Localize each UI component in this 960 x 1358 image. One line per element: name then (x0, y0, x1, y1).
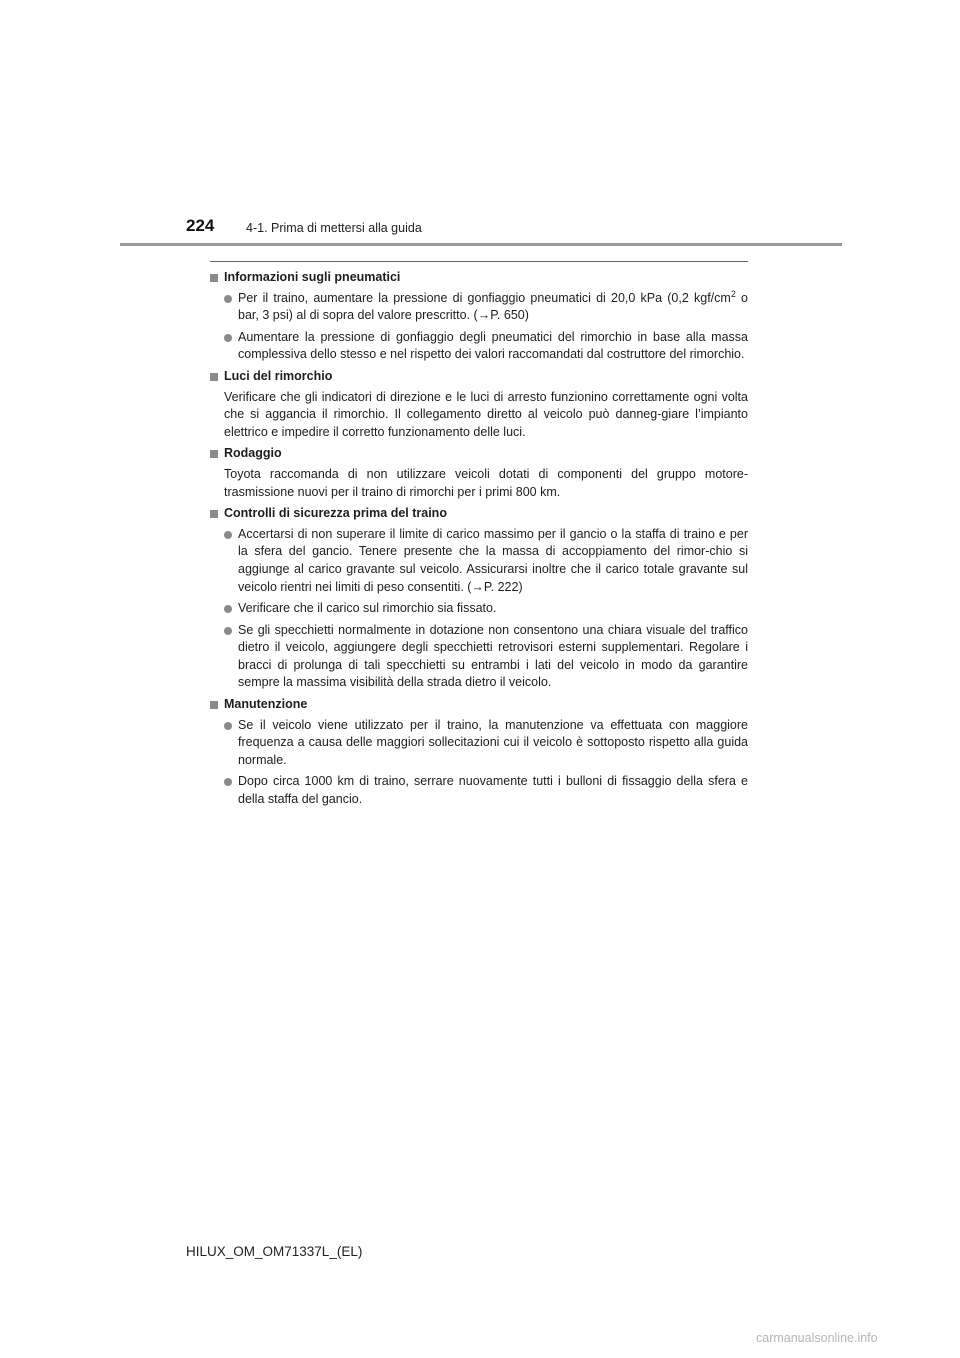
heading-text: Rodaggio (224, 446, 282, 461)
square-bullet-icon (210, 510, 218, 518)
heading-text: Manutenzione (224, 697, 308, 712)
document-code: HILUX_OM_OM71337L_(EL) (186, 1244, 363, 1259)
section-title: 4-1. Prima di mettersi alla guida (246, 221, 422, 235)
square-bullet-icon (210, 701, 218, 709)
square-bullet-icon (210, 450, 218, 458)
paragraph: Toyota raccomanda di non utilizzare veicoli dotati di componenti del gruppo motore-trasmissione nuovi per il traino di rimorchi per i primi 800 km. (224, 466, 748, 499)
section-trailer-lights (210, 368, 748, 441)
bullet-text: Se il veicolo viene utilizzato per il traino, la manutenzione va effettuata con maggiore frequenza a causa delle maggiori sollecitazioni cui il veicolo è sottoposto rispetto alla guida normale. (238, 717, 748, 767)
section-heading (210, 505, 748, 523)
round-bullet-icon (224, 334, 232, 342)
list-item (210, 526, 748, 596)
heading-text: Controlli di sicurezza prima del traino (224, 506, 447, 521)
round-bullet-icon (224, 531, 232, 539)
round-bullet-icon (224, 778, 232, 786)
section-safety-checks (210, 505, 748, 692)
list-item (210, 773, 748, 808)
bullet-text: Aumentare la pressione di gonfiaggio degli pneumatici del rimorchio in base alla massa complessiva dello stesso e nel rispetto dei valori raccomandati dal costruttore del rimorchio. (238, 329, 748, 362)
section-heading (210, 269, 748, 287)
content-rule (210, 261, 748, 262)
section-maintenance (210, 696, 748, 809)
superscript: 2 (730, 288, 736, 299)
list-item (210, 329, 748, 364)
bullet-text: o bar, 3 psi) al di sopra del valore prescritto. (→P. 650) (238, 290, 748, 323)
page-number: 224 (186, 216, 215, 235)
bullet-text: Accertarsi di non superare il limite di carico massimo per il gancio o la staffa di traino e per la sfera del gancio. Tenere presente che la massa di accoppiamento del rimor-chio si aggiunge al carico gravante sul veicolo. Assicurarsi inoltre che il carico totale gravante sul veicolo rientri nei limiti di peso consentiti. (→P. 222) (238, 526, 748, 594)
heading-text: Luci del rimorchio (224, 368, 333, 383)
square-bullet-icon (210, 373, 218, 381)
list-item (210, 622, 748, 692)
list-item (210, 600, 748, 618)
section-heading (210, 696, 748, 714)
section-break-in (210, 445, 748, 501)
round-bullet-icon (224, 295, 232, 303)
heading-text: Informazioni sugli pneumatici (224, 270, 401, 284)
bullet-text: Per il traino, aumentare la pressione di gonfiaggio pneumatici di 20,0 kPa (0,2 kgf/cm (238, 290, 731, 305)
section-tyres (210, 269, 748, 364)
section-heading (210, 445, 748, 463)
header-rule (120, 243, 842, 246)
round-bullet-icon (224, 722, 232, 730)
list-item (210, 717, 748, 770)
paragraph: Verificare che gli indicatori di direzione e le luci di arresto funzionino correttamente ogni volta che si aggancia il rimorchio. Il collegamento diretto al veicolo può danneg-giare l’impianto elettrico e impedire il corretto funzionamento delle luci. (224, 389, 748, 439)
watermark: carmanualsonline.info (756, 1331, 878, 1345)
list-item (210, 290, 748, 325)
section-heading (210, 368, 748, 386)
bullet-text: Se gli specchietti normalmente in dotazione non consentono una chiara visuale del traffico dietro il veicolo, aggiungere degli specchietti retrovisori esterni supplementari. Regolare i bracci di prolunga di tali specchietti su entrambi i lati del veicolo in modo da garantire sempre la massima visibilità della strada dietro il veicolo. (238, 622, 748, 690)
round-bullet-icon (224, 605, 232, 613)
content (210, 269, 748, 813)
bullet-text: Dopo circa 1000 km di traino, serrare nuovamente tutti i bulloni di fissaggio della sfera e della staffa del gancio. (238, 774, 748, 807)
bullet-text: Verificare che il carico sul rimorchio sia fissato. (238, 601, 497, 616)
round-bullet-icon (224, 627, 232, 635)
square-bullet-icon (210, 274, 218, 282)
